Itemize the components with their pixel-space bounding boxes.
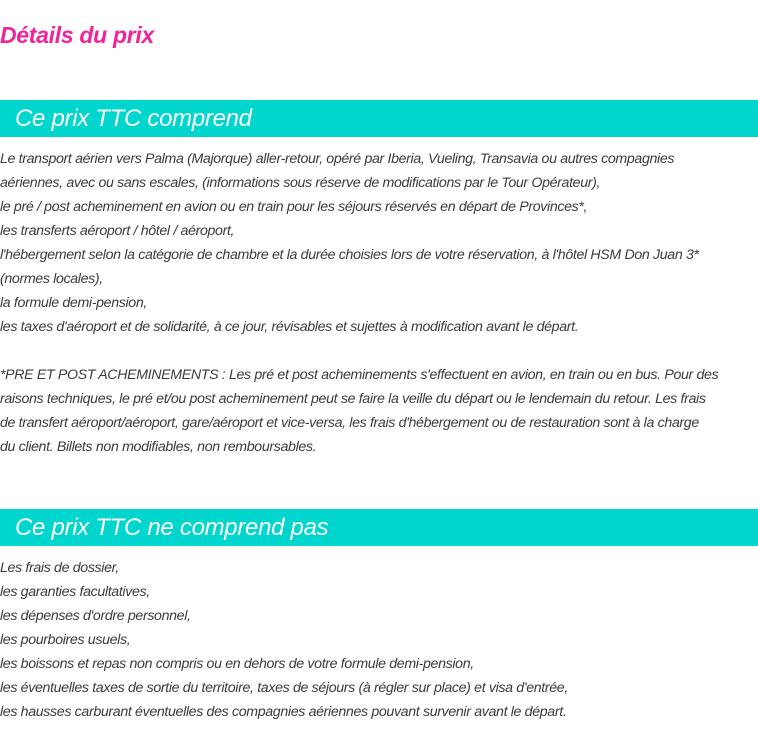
note-line: de transfert aéroport/aéroport, gare/aéroport et vice-versa, les frais d'hébergement ou de restauration sont à la charge <box>0 415 699 431</box>
excludes-item: les boissons et repas non compris ou en dehors de votre formule demi-pension, <box>0 656 474 672</box>
includes-item: Le transport aérien vers Palma (Majorque) aller-retour, opéré par Iberia, Vueling, Transavia ou autres compagnies <box>0 151 675 167</box>
excludes-list <box>0 556 752 724</box>
includes-item: l'hébergement selon la catégorie de chambre et la durée choisies lors de votre réservation, à l'hôtel HSM Don Juan 3* <box>0 247 699 263</box>
includes-item: la formule demi-pension, <box>0 295 147 311</box>
includes-item: aériennes, avec ou sans escales, (informations sous réserve de modifications par le Tour Opérateur), <box>0 175 601 191</box>
includes-item: les transferts aéroport / hôtel / aéroport, <box>0 223 235 239</box>
includes-item: les taxes d'aéroport et de solidarité, à ce jour, révisables et sujettes à modification avant le départ. <box>0 319 579 335</box>
includes-list <box>0 147 752 339</box>
includes-item: (normes locales), <box>0 271 103 287</box>
excludes-item: les pourboires usuels, <box>0 632 131 648</box>
excludes-item: les hausses carburant éventuelles des compagnies aériennes pouvant survenir avant le départ. <box>0 704 567 720</box>
excludes-item: les garanties facultatives, <box>0 584 150 600</box>
note-line: *PRE ET POST ACHEMINEMENTS : Les pré et post acheminements s'effectuent en avion, en train ou en bus. Pour des <box>0 367 719 383</box>
excludes-item: Les frais de dossier, <box>0 560 119 576</box>
note-line: du client. Billets non modifiables, non remboursables. <box>0 439 317 455</box>
note-line: raisons techniques, le pré et/ou post acheminement peut se faire la veille du départ ou le lendemain du retour. Les frais <box>0 391 706 407</box>
page-title: Détails du prix <box>0 22 154 48</box>
excludes-item: les éventuelles taxes de sortie du territoire, taxes de séjours (à régler sur place) et visa d'entrée, <box>0 680 568 696</box>
includes-item: le pré / post acheminement en avion ou en train pour les séjours réservés en départ de Provinces*, <box>0 199 588 215</box>
excludes-item: les dépenses d'ordre personnel, <box>0 608 191 624</box>
includes-heading: Ce prix TTC comprend <box>0 100 758 137</box>
acheminement-note <box>0 363 752 459</box>
excludes-heading: Ce prix TTC ne comprend pas <box>0 509 758 546</box>
